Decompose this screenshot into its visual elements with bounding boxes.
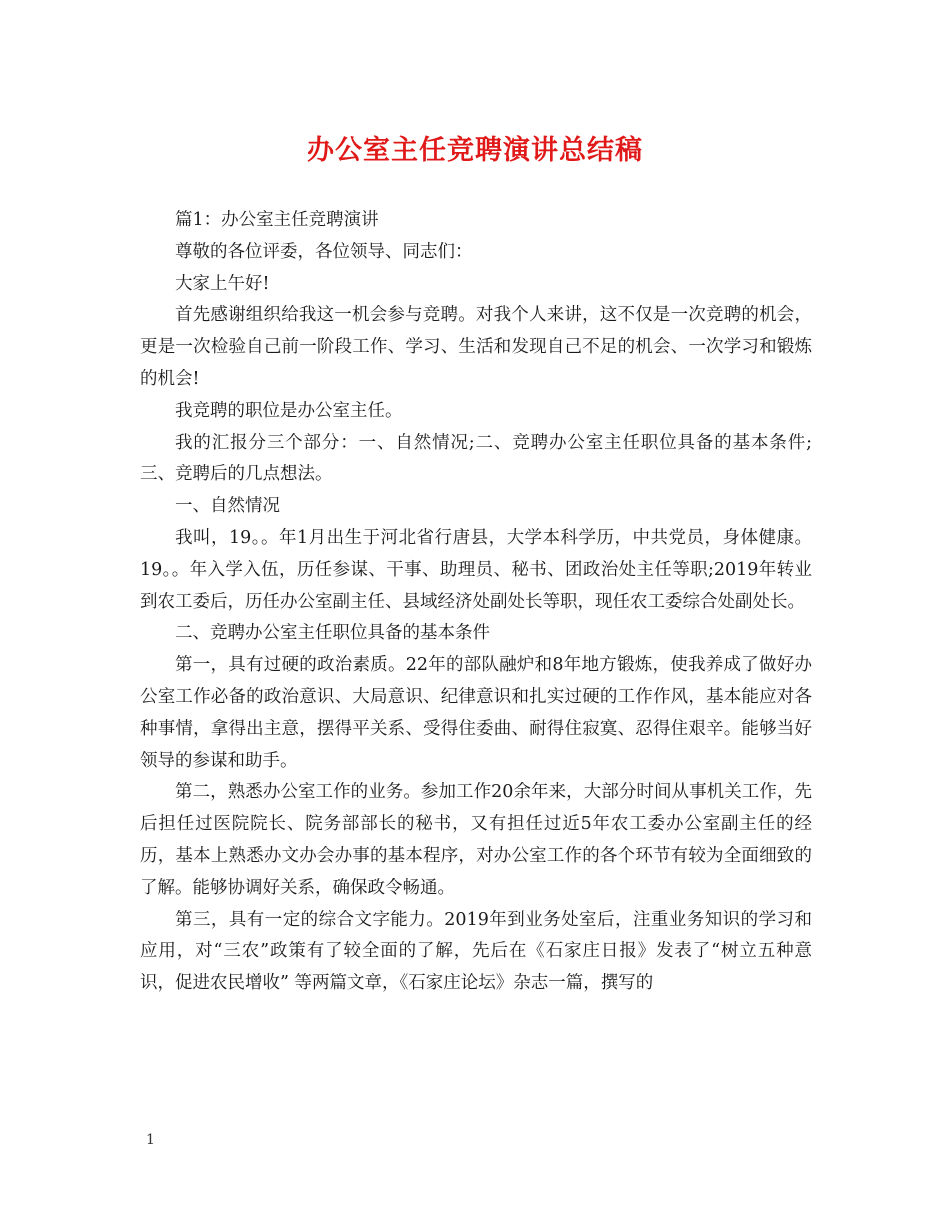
document-title: 办公室主任竞聘演讲总结稿 <box>307 135 643 166</box>
page-number: 1 <box>146 1132 155 1148</box>
paragraph: 大家上午好! <box>175 273 270 294</box>
paragraph: 首先感谢组织给我这一机会参与竞聘。对我个人来讲，这不仅是一次竞聘的机会，更是一次检验自己前一阶段工作、学习、生活和发现自己不足的机会、一次学习和锻炼的机会! <box>140 305 812 389</box>
section-heading: 一、自然情况 <box>175 496 280 517</box>
document-body <box>140 205 812 1000</box>
paragraph: 篇1：办公室主任竞聘演讲 <box>175 210 379 230</box>
paragraph: 第二，熟悉办公室工作的业务。参加工作20余年来，大部分时间从事机关工作，先后担任过医院院长、院务部部长的秘书，又有担任过近5年农工委办公室副主任的经历，基本上熟悉办文办会办事的基本程序，对办公室工作的各个环节有较为全面细致的了解。能够协调好关系，确保政令畅通。 <box>140 782 812 898</box>
paragraph: 尊敬的各位评委，各位领导、同志们： <box>175 241 473 262</box>
section-heading: 二、竞聘办公室主任职位具备的基本条件 <box>175 623 490 644</box>
paragraph: 我的汇报分三个部分：一、自然情况;二、竞聘办公室主任职位具备的基本条件;三、竞聘后的几点想法。 <box>140 432 812 485</box>
paragraph: 第三，具有一定的综合文字能力。2019年到业务处室后，注重业务知识的学习和应用，对“三农”政策有了较全面的了解，先后在《石家庄日报》发表了“树立五种意识，促进农民增收” 等两篇文章，《石家庄论坛》杂志一篇，撰写的 <box>140 909 812 994</box>
paragraph: 我叫，19。。年1月出生于河北省行唐县，大学本科学历，中共党员，身体健康。19。。年入学入伍，历任参谋、干事、助理员、秘书、团政治处主任等职;2019年转业到农工委后，历任办公室副主任、县域经济处副处长等职，现任农工委综合处副处长。 <box>140 527 812 612</box>
paragraph: 第一，具有过硬的政治素质。22年的部队融炉和8年地方锻炼，使我养成了做好办公室工作必备的政治意识、大局意识、纪律意识和扎实过硬的工作作风，基本能应对各种事情，拿得出主意，摆得平关系、受得住委曲、耐得住寂寞、忍得住艰辛。能够当好领导的参谋和助手。 <box>140 655 812 771</box>
paragraph: 我竞聘的职位是办公室主任。 <box>175 400 403 421</box>
